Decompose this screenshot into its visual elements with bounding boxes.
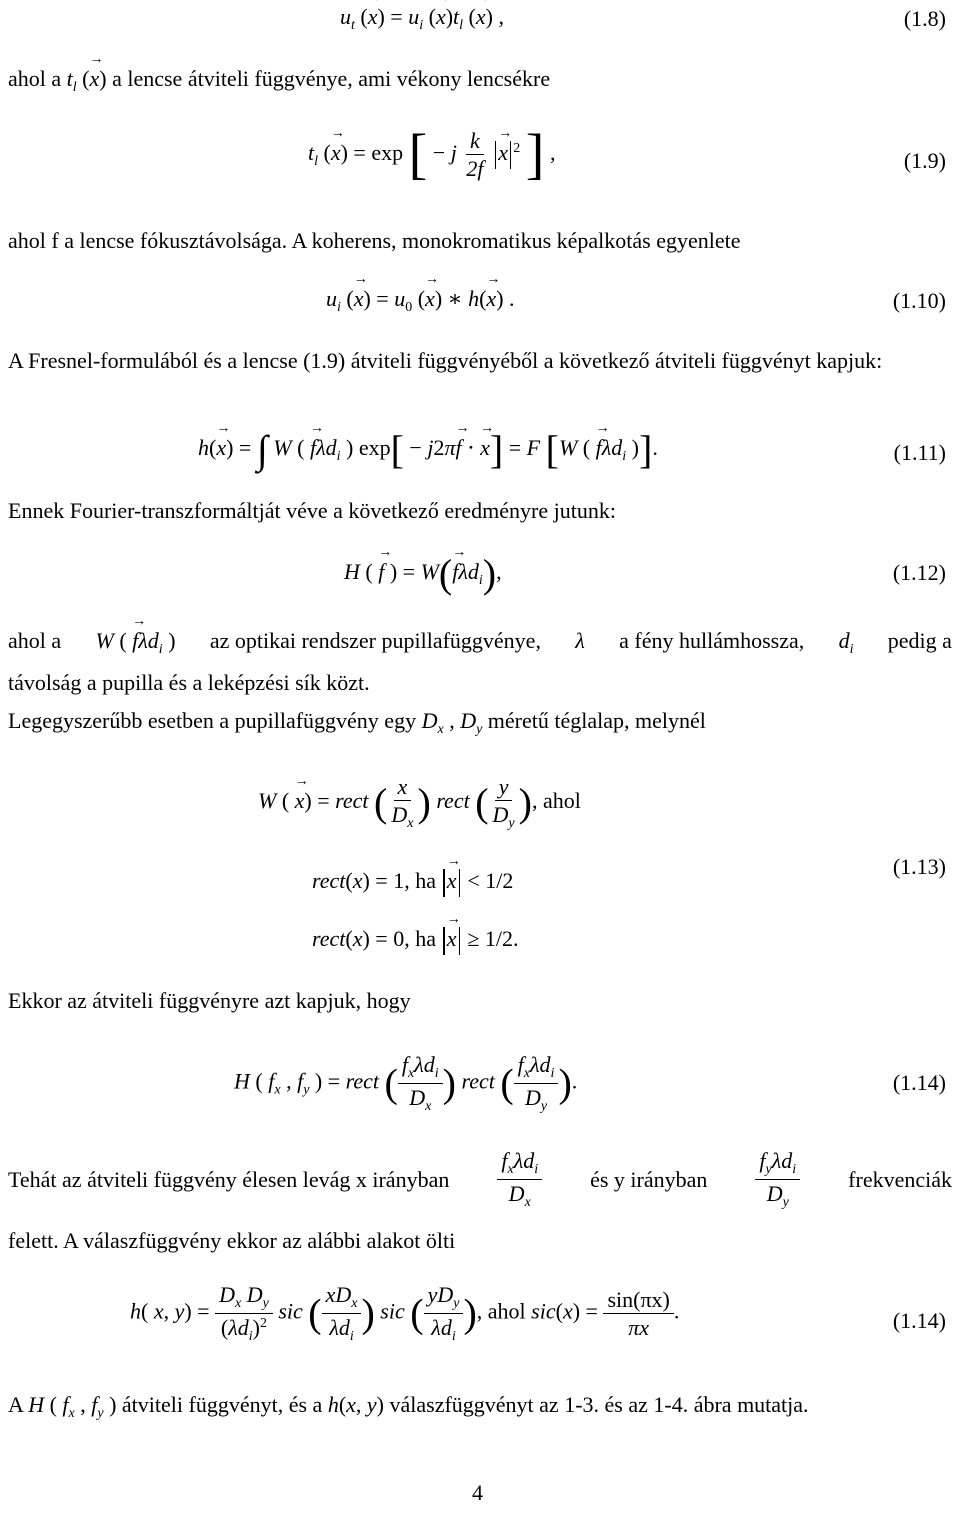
equation-1-9: $t_l$ (→ x) = exp [ − j $\frac{k}{2f}$ → x $^2$ ] ,: [308, 128, 555, 182]
equation-1-8: $u_t$ (→ $x) = u_i$ (→ $x)t_l$ (→ x) ,: [340, 4, 504, 34]
paragraph: Legegyszerűbb esetben a pupillafüggvény egy $D_x$ , $D_y$ méretű téglalap, melynél: [8, 708, 706, 737]
equation-number: (1.9): [903, 148, 946, 173]
paragraph-continuation: felett. A válaszfüggvény ekkor az alábbi alakot ölti: [8, 1228, 456, 1253]
equation-number: (1.12): [892, 560, 946, 585]
equation-number: (1.11): [893, 440, 946, 465]
paragraph: ahol f a lencse fókusztávolsága. A koherens, monokromatikus képalkotás egyenlete: [8, 228, 741, 253]
equation-1-12: H ( → f ) = W(→ fλd$_i$),: [344, 556, 502, 592]
paragraph: Ennek Fourier-transzformáltját véve a következő eredményre jutunk:: [8, 498, 616, 523]
equation-number: (1.8): [903, 6, 946, 31]
equation-1-10: $u_i$ (→ $x) = u_0$ (→ x) ∗ h(→ x) .: [326, 286, 515, 316]
paragraph: Ekkor az átviteli függvényre azt kapjuk, hogy: [8, 988, 411, 1013]
paragraph: ahol a $t_l$ (→ x) a lencse átviteli függvénye, ami vékony lencsékre: [8, 66, 550, 96]
equation-number: (1.10): [892, 288, 946, 313]
equation-1-13-line3: rect(x) = 0, ha → x ≥ 1/2.: [312, 926, 519, 955]
equation-1-11: h(→ x) = ∫ W ( → fλd$_i$ ) exp[ − j2π→ f ⋅ → x] = F [W ( → fλd$_i$ )].: [198, 432, 658, 468]
equation-1-13-line1: W ( → x) = rect ( $\frac{x}{D_x}$ ) rect ( $\frac{y}{D_y}$ ), ahol: [258, 774, 581, 832]
equation-1-14-b: h( x, y) = $\frac{D_x D_y}{(\lambda d_i)^2}$ sic ( $\frac{xD_x}{\lambda d_i}$ ) sic ( $\frac{yD_y}{\lambda d_i}$ ), ahol sic(x) = $\frac{\sin(\pi x)}{\pi x}$ .: [130, 1282, 680, 1345]
page-number: 4: [472, 1480, 483, 1505]
equation-number: (1.14): [892, 1070, 946, 1095]
equation-number: (1.13): [892, 854, 946, 879]
paragraph: ahol a W ( → fλd$_i$ ) az optikai rendszer pupillafüggvénye, λ a fény hullámhossza, $d_i$ pedig a: [8, 628, 952, 658]
paragraph: Tehát az átviteli függvény élesen levág x irányban $\frac{f_x\lambda d_i}{D_x}$ és y irányban $\frac{f_y\lambda d_i}{D_y}$ frekvenciák: [8, 1148, 952, 1211]
paragraph-continuation: távolság a pupilla és a leképzési sík közt.: [8, 670, 370, 695]
equation-1-14-a: H ( $f_x$ , $f_y$ ) = rect ( $\frac{f_x\lambda d_i}{D_x}$ ) rect ( $\frac{f_x\lambda d_i}{D_y}$ ).: [234, 1052, 578, 1115]
equation-number: (1.14): [892, 1308, 946, 1333]
paragraph: A H ( $f_x$ , $f_y$ ) átviteli függvényt, és a h(x, y) válaszfüggvényt az 1-3. és az 1-4. ábra mutatja.: [8, 1392, 809, 1421]
equation-1-13-line2: rect(x) = 1, ha → x < 1/2: [312, 868, 513, 897]
paragraph: A Fresnel-formulából és a lencse (1.9) átviteli függvényéből a következő átviteli függvényt kapjuk:: [8, 348, 883, 373]
